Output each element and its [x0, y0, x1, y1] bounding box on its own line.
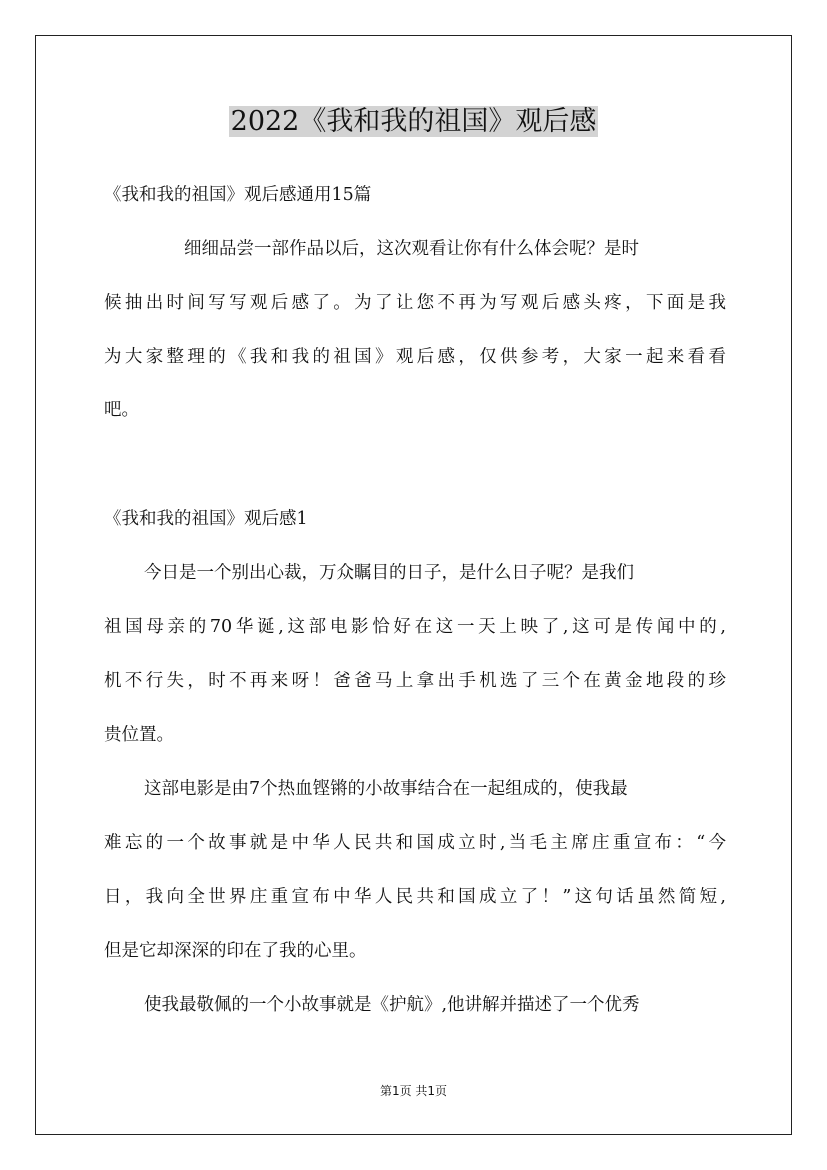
paragraph3-line-1: 使我最敬佩的一个小故事就是《护航》,他讲解并描述了一个优秀 — [144, 995, 640, 1015]
intro-line-3: 为大家整理的《我和我的祖国》观后感，仅供参考，大家一起来看看 — [104, 347, 726, 367]
document-subtitle: 《我和我的祖国》观后感通用15篇 — [104, 185, 372, 205]
paragraph2-line-1: 这部电影是由7个热血铿锵的小故事结合在一起组成的，使我最 — [144, 779, 628, 799]
page-number-label: 第1页 共1页 — [379, 1084, 448, 1098]
document-title — [0, 102, 827, 142]
paragraph2-line-3: 日，我向全世界庄重宣布中华人民共和国成立了！”这句话虽然简短, — [104, 887, 726, 907]
paragraph2-line-2: 难忘的一个故事就是中华人民共和国成立时,当毛主席庄重宣布：“今 — [104, 833, 726, 853]
paragraph1-line-1: 今日是一个别出心裁，万众瞩目的日子，是什么日子呢？是我们 — [144, 563, 634, 583]
paragraph1-line-2: 祖国母亲的70华诞,这部电影恰好在这一天上映了,这可是传闻中的, — [104, 617, 726, 637]
title-text: 2022《我和我的祖国》观后感 — [230, 106, 597, 137]
intro-line-4: 吧。 — [104, 400, 139, 420]
paragraph1-line-4: 贵位置。 — [104, 725, 174, 745]
paragraph2-line-4: 但是它却深深的印在了我的心里。 — [104, 941, 367, 961]
page-footer — [0, 1083, 827, 1099]
paragraph1-line-3: 机不行失，时不再来呀！爸爸马上拿出手机选了三个在黄金地段的珍 — [104, 671, 726, 691]
section-heading: 《我和我的祖国》观后感1 — [104, 509, 308, 529]
intro-line-2: 候抽出时间写写观后感了。为了让您不再为写观后感头疼，下面是我 — [104, 293, 726, 313]
intro-line-1: 细细品尝一部作品以后，这次观看让你有什么体会呢？是时 — [184, 239, 639, 259]
